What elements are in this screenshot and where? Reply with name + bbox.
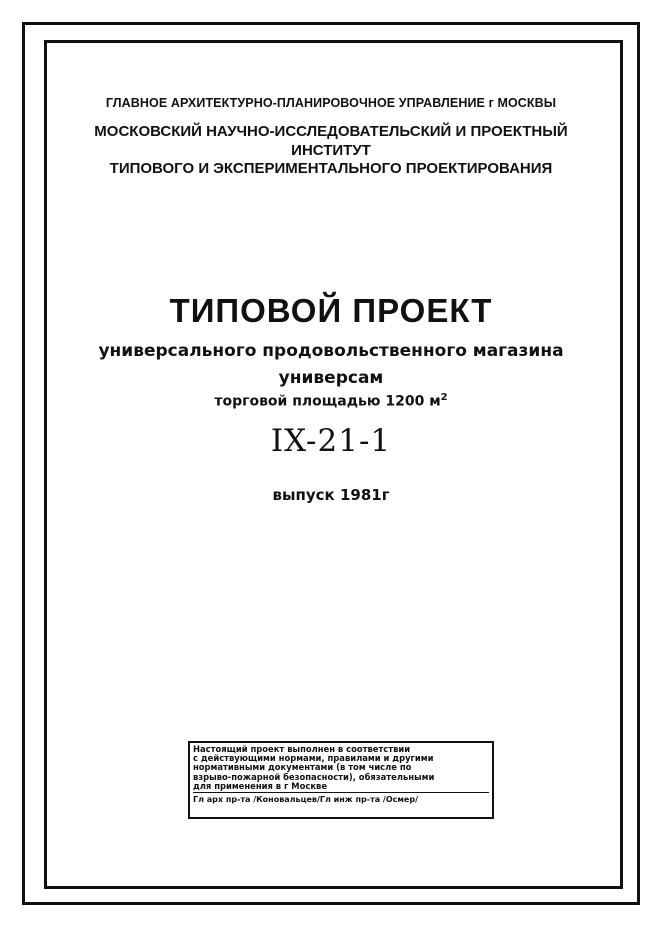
- approval-stamp: [188, 741, 494, 819]
- stamp-line: нормативными документами (в том числе по: [193, 763, 412, 773]
- institute-line-3: ТИПОВОГО И ЭКСПЕРИМЕНТАЛЬНОГО ПРОЕКТИРОВАНИЯ: [109, 160, 553, 177]
- issue-year: выпуск 1981г: [272, 486, 390, 504]
- subtitle-line-2: универсам: [278, 368, 384, 388]
- institute-line-2: ИНСТИТУТ: [291, 142, 371, 159]
- stamp-signatures: Гл арх пр-та /Коновальцев/Гл инж пр-та /Осмер/: [193, 792, 489, 804]
- stamp-line: для применения в г Москве: [193, 781, 328, 791]
- agency-name: ГЛАВНОЕ АРХИТЕКТУРНО-ПЛАНИРОВОЧНОЕ УПРАВЛЕНИЕ г МОСКВЫ: [105, 96, 557, 110]
- project-code: IX-21-1: [270, 423, 392, 459]
- institute-line-1: МОСКОВСКИЙ НАУЧНО-ИССЛЕДОВАТЕЛЬСКИЙ И ПРОЕКТНЫЙ: [94, 123, 568, 140]
- stamp-line: с действующими нормами, правилами и другими: [193, 754, 434, 764]
- document-title: ТИПОВОЙ ПРОЕКТ: [169, 292, 493, 329]
- stamp-line: Настоящий проект выполнен в соответствии: [193, 745, 411, 754]
- stamp-line: взрыво-пожарной безопасности), обязательными: [193, 772, 435, 782]
- subtitle-line-3: [0, 392, 662, 410]
- area-text: торговой площадью 1200 м: [214, 393, 441, 410]
- subtitle-line-1: универсального продовольственного магазина: [98, 341, 564, 361]
- area-superscript: 2: [440, 392, 448, 403]
